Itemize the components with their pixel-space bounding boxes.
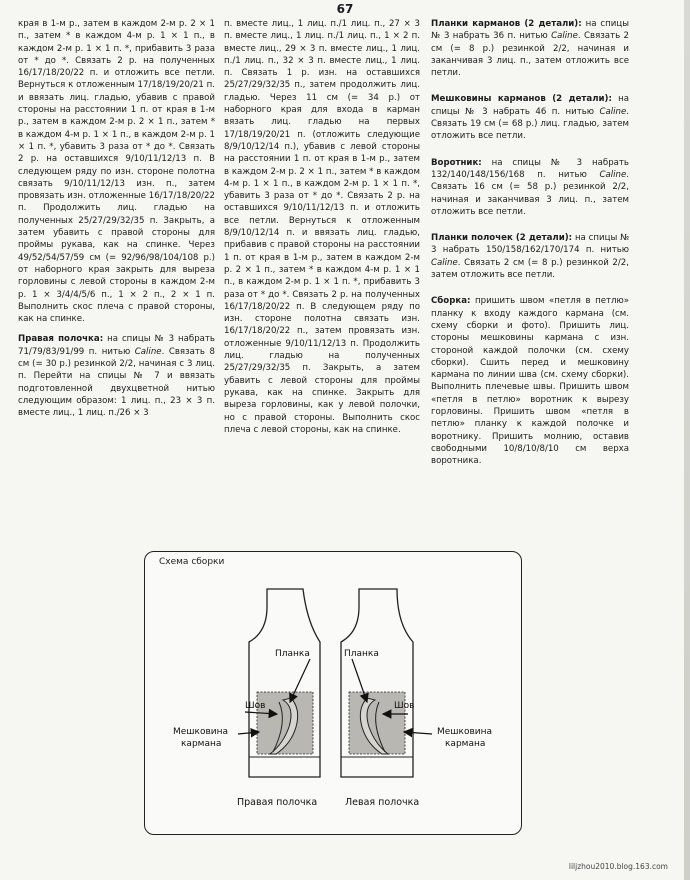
text-span: . Связать 2 см (= 8 р.) резинкой 2/2, начиная и заканчивая 3 лиц. п., затем отложить все петли. xyxy=(431,31,629,79)
label-shov-left: Шов xyxy=(394,701,415,711)
column-left xyxy=(18,18,215,428)
text-span: на спицы № 3 набрать 150/158/162/170/174 п. нитью xyxy=(431,233,629,256)
section-collar xyxy=(431,157,629,218)
column-right xyxy=(431,18,629,482)
label-lining-right-1: Мешковина xyxy=(173,727,229,737)
section-pocket-bands xyxy=(431,18,629,79)
page-number: 67 xyxy=(336,2,354,16)
page-edge xyxy=(684,0,690,880)
section-front-bands xyxy=(431,232,629,281)
diagram-title: Схема сборки xyxy=(159,557,225,567)
label-lining-right-2: кармана xyxy=(181,739,222,749)
section-assembly xyxy=(431,295,629,467)
text-span: пришить швом «петля в петлю» планку к входу каждого кармана (см. схему сборки и фото). Пришить лиц. стороны мешковины кармана с изн. стороной каждой полочки (см. схему сборки). Сшить перед и мешковину кармана по линии шва (см. схему сборки). Выполнить плечевые швы. Пришить швом «петля в петлю» воротник к вырезу горловины. Пришить швом «петля в петлю» планку к каждой полочке и воротнику. Пришить молнию, оставив свободными 10/8/10/8/10 см верха воротника. xyxy=(431,296,629,467)
section-pocket-linings xyxy=(431,93,629,142)
yarn-name: Caline xyxy=(134,346,162,357)
paragraph-left-front-continued: края в 1-м р., затем в каждом 2-м р. 2 × 1 п., затем * в каждом 4-м р. 1 × 1 п., в каждом 2-м р. 1 × 1 п. *, прибавить 3 раза от * до *. Связать 2 р. на полученных 16/17/18/20/22 п. и отложить все петли. Вернуться к отложенным 17/18/19/20/21 п. и ввязать лиц. гладью, убавив с правой стороны на расстоянии 1 п. от края в 1-м р., затем в каждом 2-м р. 2 × 1 п., затем * в каждом 4-м р. 1 × 1 п., в каждом 2-м р. 1 × 1 п. *, убавить 3 раза от * до *. Связать 2 р. на оставшихся 9/10/11/12/13 п. В следующем ряду по изн. стороне полотна связать 9/10/11/12/13 изн. п., затем провязать изн. отложенные 16/17/18/20/22 п. Продолжить лиц. гладью на полученных 25/27/29/32/35 п. Закрыть, а затем убавить с правой стороны для проймы рукава, как на спинке. Через 49/52/54/57/59 см (= 92/96/98/104/108 р.) от наборного края закрыть для выреза горловины с левой стороны в каждом 2-м р. 1 × 3/4/4/5/6 п., 1 × 2 п., 2 × 1 п. Выполнить скос плеча с правой стороны, как на спинке. xyxy=(18,19,215,325)
column-middle xyxy=(224,18,420,444)
text-span: на спицы № 3 набрать 46 п. нитью xyxy=(431,94,629,117)
text-span: . Связать 8 см (= 30 р.) резинкой 2/2, начиная с 3 лиц. п. Перейти на спицы № 7 и ввязать подготовленной двухцветной нитью следующим образом: 1 лиц. п., 23 × 3 п. вместе лиц., 1 лиц. п./26 × 3 xyxy=(18,346,216,419)
label-lining-left-1: Мешковина xyxy=(437,727,493,737)
heading-front-bands: Планки полочек (2 детали): xyxy=(431,233,573,244)
footer-watermark: liljzhou2010.blog.163.com xyxy=(568,862,668,871)
text-span: . Связать 2 см (= 8 р.) резинкой 2/2, затем отложить все петли. xyxy=(431,257,629,281)
label-shov-right: Шов xyxy=(245,701,266,711)
heading-pocket-bands: Планки карманов (2 детали): xyxy=(431,19,582,29)
yarn-name: Caline xyxy=(431,257,458,268)
label-lining-left-2: кармана xyxy=(445,739,486,749)
text-span: . Связать 19 см (= 68 р.) лиц. гладью, затем отложить все петли. xyxy=(431,106,629,142)
yarn-name: Caline xyxy=(599,106,627,117)
text-span: на спицы № 3 набрать 71/79/83/91/99 п. нитью xyxy=(18,334,215,357)
paragraph-right-front xyxy=(18,333,215,419)
heading-assembly: Сборка: xyxy=(431,296,471,307)
arrow-lining-left xyxy=(404,732,432,734)
label-planka-right: Планка xyxy=(275,649,310,659)
label-right-front: Правая полочка xyxy=(237,797,318,808)
text-span: на спицы № 3 набрать 36 п. нитью xyxy=(431,19,629,42)
paragraph-right-front-continued: п. вместе лиц., 1 лиц. п./1 лиц. п., 27 × 3 п. вместе лиц., 1 лиц. п./1 лиц. п., 1 × 2 п. вместе лиц., 29 × 3 п. вместе лиц., 1 лиц. п./1 лиц. п., 32 × 3 п. вместе лиц., 1 лиц. п. Связать 1 р. изн. на оставшихся 25/27/29/32/35 п., затем продолжить лиц. гладью. Через 11 см (= 34 р.) от наборного края для входа в карман вязать лиц. гладью на первых 17/18/19/20/21 п. (отложить следующие 8/9/10/12/14 п.), убавив с левой стороны на расстоянии 1 п. от края в 1-м р., затем в каждом 2-м р. 2 × 1 п., затем * в каждом 4-м р. 1 × 1 п., в каждом 2-м р. 1 × 1 п. *, убавить 3 раза от * до *. Связать 2 р. на оставшихся 9/10/11/12/13 п. и отложить все петли. Вернуться к отложенным 8/9/10/12/14 п. и ввязать лиц. гладью, прибавив с правой стороны на расстоянии 1 п. от края в 1-м р., затем в каждом 2-м р. 2 × 1 п., затем * в каждом 4-м р. 1 × 1 п., в каждом 2-м р. 1 × 1 п. *, прибавить 3 раза от * до *. Связать 2 р. на полученных 16/17/18/20/22 п. В следующем ряду по изн. стороне полотна связать изн. 16/17/18/20/22 п., затем провязать изн. отложенные 9/10/11/12/13 п. Продолжить лиц. гладью на полученных 25/27/29/32/35 п. Закрыть, а затем убавить с левой стороны для проймы рукава, как на спинке. Закрыть для выреза горловины, как у левой полочки, но с правой стороны. Выполнить скос плеча с левой стороны, как на спинке. xyxy=(224,19,420,435)
heading-pocket-linings: Мешковины карманов (2 детали): xyxy=(431,94,612,105)
yarn-name: Caline xyxy=(599,169,627,180)
assembly-diagram xyxy=(144,551,522,835)
heading-collar: Воротник: xyxy=(431,157,482,168)
diagram-drawing xyxy=(145,552,521,834)
text-span: на спицы № 3 набрать 132/140/148/156/168 п. нитью xyxy=(431,157,629,180)
label-left-front: Левая полочка xyxy=(345,797,420,808)
label-planka-left: Планка xyxy=(344,649,379,659)
text-span: . Связать 16 см (= 58 р.) резинкой 2/2, начиная и заканчивая 3 лиц. п., затем отложить все петли. xyxy=(431,169,629,217)
heading-right-front: Правая полочка: xyxy=(18,334,104,345)
yarn-name: Caline xyxy=(551,31,578,42)
